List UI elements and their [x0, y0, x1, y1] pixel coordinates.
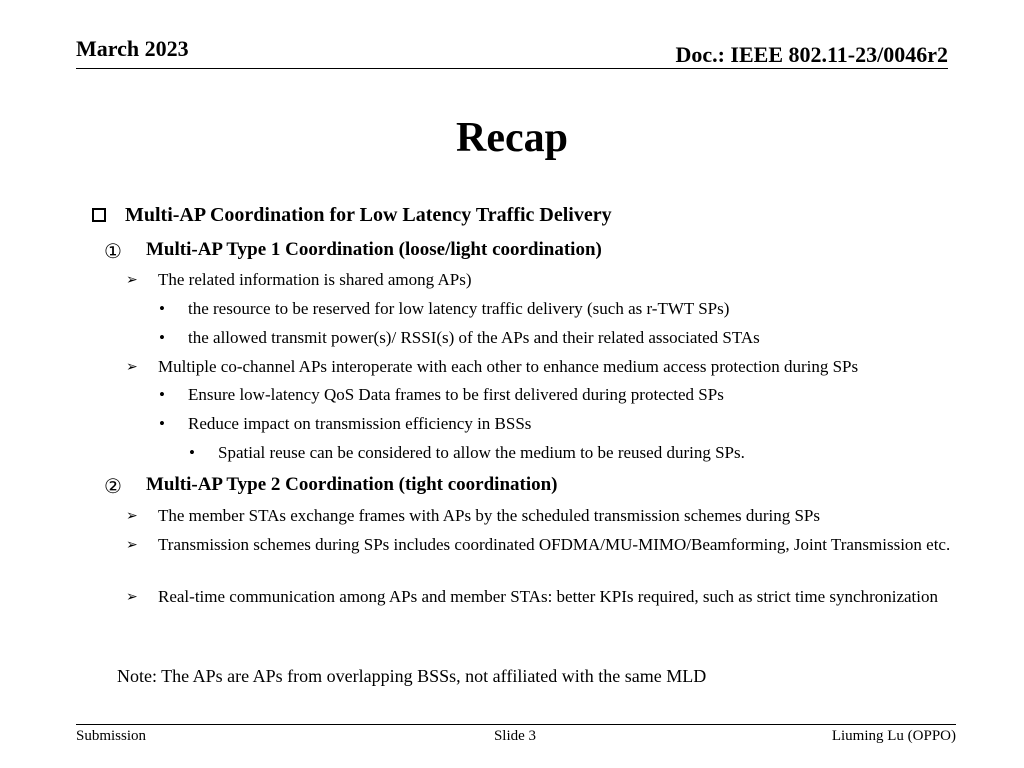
slide-title: Recap	[456, 115, 568, 161]
list-item: Multiple co-channel APs interoperate with each other to enhance medium access protection during SPs	[158, 357, 859, 376]
circled-one-marker: ①	[104, 241, 122, 263]
arrow-bullet-icon: ➢	[126, 273, 138, 288]
list-item: Real-time communication among APs and member STAs: better KPIs required, such as strict time synchronization	[158, 587, 938, 606]
header-doc-id: Doc.: IEEE 802.11-23/0046r2	[675, 42, 948, 67]
type1-heading: Multi-AP Type 1 Coordination (loose/light coordination)	[146, 239, 602, 260]
arrow-bullet-icon: ➢	[126, 509, 138, 524]
list-item: Reduce impact on transmission efficiency in BSSs	[188, 414, 532, 433]
note-text: Note: The APs are APs from overlapping BSSs, not affiliated with the same MLD	[117, 666, 707, 686]
footer-author: Liuming Lu (OPPO)	[831, 728, 956, 744]
list-item: the resource to be reserved for low latency traffic delivery (such as r-TWT SPs)	[188, 299, 730, 318]
arrow-bullet-icon: ➢	[126, 360, 138, 375]
square-bullet-icon	[92, 208, 106, 222]
list-item: Spatial reuse can be considered to allow the medium to be reused during SPs.	[218, 443, 745, 462]
bullet-icon: •	[189, 443, 195, 462]
list-item: The member STAs exchange frames with APs by the scheduled transmission schemes during SPs	[158, 506, 821, 525]
list-item: the allowed transmit power(s)/ RSSI(s) of the APs and their related associated STAs	[188, 328, 760, 347]
footer-divider	[76, 724, 956, 725]
bullet-icon: •	[159, 299, 165, 318]
circled-two-marker: ②	[104, 476, 122, 498]
main-heading: Multi-AP Coordination for Low Latency Traffic Delivery	[125, 204, 612, 226]
list-item: Ensure low-latency QoS Data frames to be first delivered during protected SPs	[188, 385, 724, 404]
arrow-bullet-icon: ➢	[126, 538, 138, 553]
arrow-bullet-icon: ➢	[126, 590, 138, 605]
footer-slide-number: Slide 3	[493, 728, 537, 744]
header-date: March 2023	[76, 36, 189, 61]
list-item: The related information is shared among APs)	[158, 270, 472, 289]
list-item: Transmission schemes during SPs includes coordinated OFDMA/MU-MIMO/Beamforming, Joint Transmission etc.	[158, 535, 951, 554]
footer-submission: Submission	[76, 728, 147, 744]
bullet-icon: •	[159, 328, 165, 347]
bullet-icon: •	[159, 385, 165, 404]
bullet-icon: •	[159, 414, 165, 433]
type2-heading: Multi-AP Type 2 Coordination (tight coordination)	[146, 474, 558, 495]
header-divider	[76, 68, 948, 69]
